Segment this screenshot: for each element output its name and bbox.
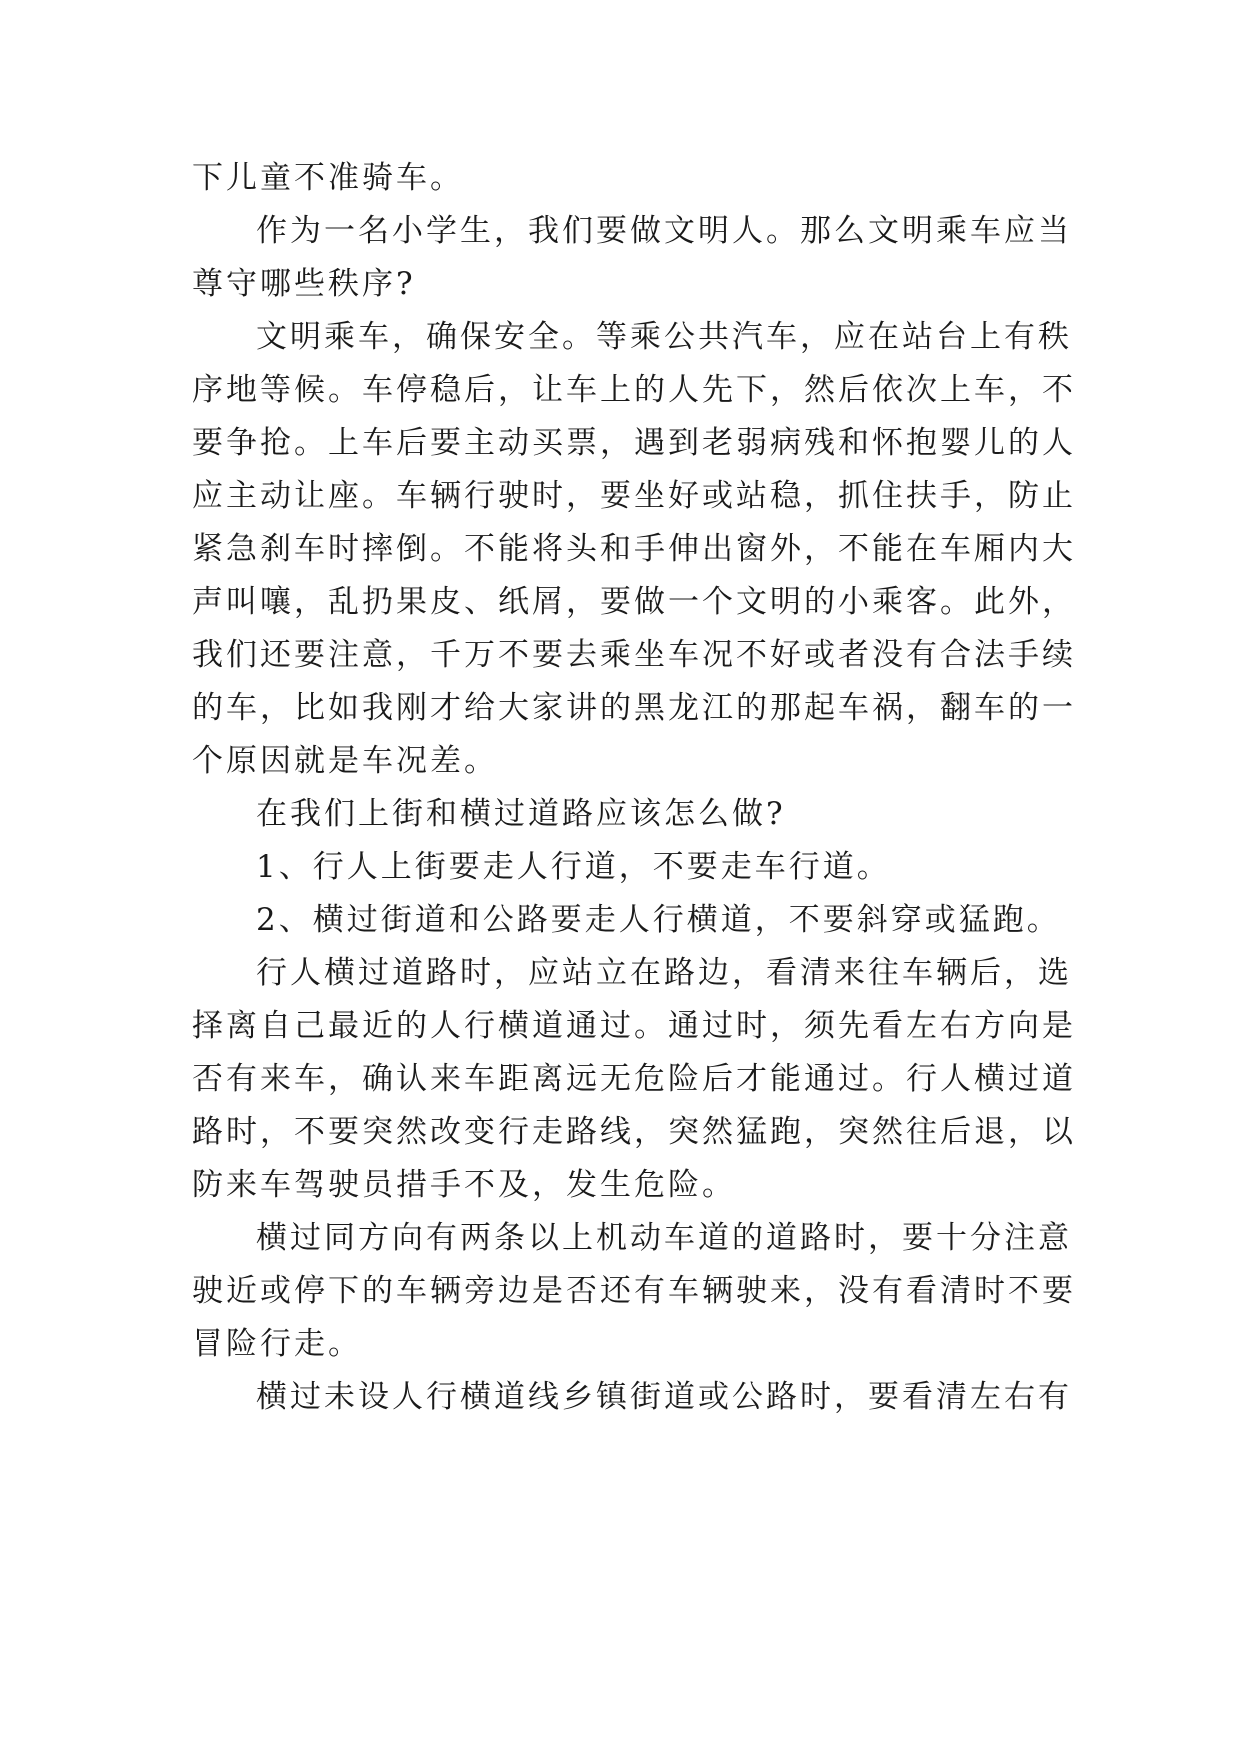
text-line: 防来车驾驶员措手不及，发生危险。 (192, 1167, 736, 1203)
text-line: 在我们上街和横过道路应该怎么做? (256, 796, 786, 832)
text-line: 横过同方向有两条以上机动车道的道路时，要十分注意 (256, 1220, 1072, 1256)
text-line: 横过未设人行横道线乡镇街道或公路时，要看清左右有 (256, 1379, 1072, 1415)
text-line: 1、行人上街要走人行道，不要走车行道。 (256, 849, 891, 885)
text-line: 尊守哪些秩序? (192, 266, 416, 302)
text-line: 冒险行走。 (192, 1326, 362, 1362)
text-line: 紧急刹车时摔倒。不能将头和手伸出窗外，不能在车厢内大 (192, 531, 1076, 567)
text-line: 下儿童不准骑车。 (192, 160, 464, 196)
text-line: 个原因就是车况差。 (192, 743, 498, 779)
text-line: 驶近或停下的车辆旁边是否还有车辆驶来，没有看清时不要 (192, 1273, 1076, 1309)
text-line: 择离自己最近的人行横道通过。通过时，须先看左右方向是 (192, 1008, 1076, 1044)
text-line: 否有来车，确认来车距离远无危险后才能通过。行人横过道 (192, 1061, 1076, 1097)
text-line: 要争抢。上车后要主动买票，遇到老弱病残和怀抱婴儿的人 (192, 425, 1076, 461)
text-line: 2、横过街道和公路要走人行横道，不要斜穿或猛跑。 (256, 902, 1061, 938)
text-line: 行人横过道路时，应站立在路边，看清来往车辆后，选 (256, 955, 1072, 991)
text-line: 作为一名小学生，我们要做文明人。那么文明乘车应当 (256, 213, 1072, 249)
text-line: 声叫嚷，乱扔果皮、纸屑，要做一个文明的小乘客。此外， (192, 584, 1076, 620)
text-line: 序地等候。车停稳后，让车上的人先下，然后依次上车，不 (192, 372, 1076, 408)
text-line: 我们还要注意，千万不要去乘坐车况不好或者没有合法手续 (192, 637, 1076, 673)
text-line: 应主动让座。车辆行驶时，要坐好或站稳，抓住扶手，防止 (192, 478, 1076, 514)
text-line: 的车，比如我刚才给大家讲的黑龙江的那起车祸，翻车的一 (192, 690, 1076, 726)
text-line: 文明乘车，确保安全。等乘公共汽车，应在站台上有秩 (256, 319, 1072, 355)
text-line: 路时，不要突然改变行走路线，突然猛跑，突然往后退，以 (192, 1114, 1076, 1150)
